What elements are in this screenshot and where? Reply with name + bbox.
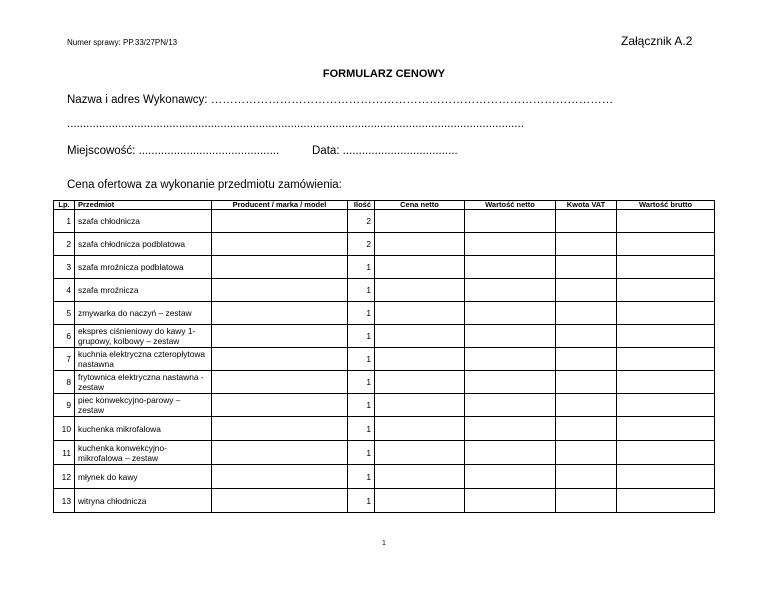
row-item: zmywarka do naczyń – zestaw xyxy=(75,302,212,325)
row-net-price-input[interactable] xyxy=(375,465,465,489)
row-vat-input[interactable] xyxy=(556,325,617,348)
row-producer-input[interactable] xyxy=(212,489,348,513)
row-net-value-input[interactable] xyxy=(465,348,556,371)
row-producer-input[interactable] xyxy=(212,325,348,348)
row-gross-value-input[interactable] xyxy=(617,210,715,233)
row-net-value-input[interactable] xyxy=(465,210,556,233)
row-vat-input[interactable] xyxy=(556,302,617,325)
row-net-price-input[interactable] xyxy=(375,441,465,465)
table-row xyxy=(54,325,715,348)
table-row xyxy=(54,302,715,325)
row-net-value-input[interactable] xyxy=(465,302,556,325)
table-row xyxy=(54,233,715,256)
row-vat-input[interactable] xyxy=(556,465,617,489)
row-lp: 12 xyxy=(54,465,75,489)
row-producer-input[interactable] xyxy=(212,417,348,441)
page-number: 1 xyxy=(382,540,386,547)
row-net-value-input[interactable] xyxy=(465,325,556,348)
row-producer-input[interactable] xyxy=(212,348,348,371)
form-title: FORMULARZ CENOWY xyxy=(322,68,446,80)
row-lp: 8 xyxy=(54,371,75,394)
row-vat-input[interactable] xyxy=(556,279,617,302)
row-lp: 3 xyxy=(54,256,75,279)
offer-intro: Cena ofertowa za wykonanie przedmiotu zamówienia: xyxy=(67,179,342,191)
row-qty: 1 xyxy=(348,348,375,371)
row-item: witryna chłodnicza xyxy=(75,489,212,513)
row-net-price-input[interactable] xyxy=(375,279,465,302)
row-lp: 7 xyxy=(54,348,75,371)
row-item: młynek do kawy xyxy=(75,465,212,489)
row-net-value-input[interactable] xyxy=(465,394,556,417)
row-qty: 1 xyxy=(348,394,375,417)
row-qty: 1 xyxy=(348,371,375,394)
col-header-producer: Producent / marka / model xyxy=(212,201,348,210)
row-gross-value-input[interactable] xyxy=(617,279,715,302)
col-header-lp: Lp. xyxy=(54,201,75,210)
contractor-field-continuation[interactable]: ............................................................................................................................................... xyxy=(67,118,524,130)
row-qty: 1 xyxy=(348,465,375,489)
row-net-value-input[interactable] xyxy=(465,441,556,465)
row-qty: 1 xyxy=(348,441,375,465)
row-net-value-input[interactable] xyxy=(465,465,556,489)
row-producer-input[interactable] xyxy=(212,233,348,256)
row-qty: 1 xyxy=(348,279,375,302)
row-net-price-input[interactable] xyxy=(375,417,465,441)
row-qty: 1 xyxy=(348,256,375,279)
row-item: ekspres ciśnieniowy do kawy 1-grupowy, kolbowy – zestaw xyxy=(75,325,212,348)
row-producer-input[interactable] xyxy=(212,279,348,302)
row-qty: 2 xyxy=(348,233,375,256)
row-vat-input[interactable] xyxy=(556,233,617,256)
row-vat-input[interactable] xyxy=(556,441,617,465)
table-header-row xyxy=(54,201,715,210)
attachment-label: Załącznik A.2 xyxy=(621,34,693,48)
row-item: szafa mroźnicza xyxy=(75,279,212,302)
row-vat-input[interactable] xyxy=(556,417,617,441)
row-vat-input[interactable] xyxy=(556,489,617,513)
row-gross-value-input[interactable] xyxy=(617,233,715,256)
row-net-price-input[interactable] xyxy=(375,394,465,417)
row-gross-value-input[interactable] xyxy=(617,394,715,417)
col-header-net-price: Cena netto xyxy=(375,201,465,210)
case-number: Numer sprawy: PP.33/27PN/13 xyxy=(67,38,178,47)
row-producer-input[interactable] xyxy=(212,441,348,465)
row-gross-value-input[interactable] xyxy=(617,371,715,394)
row-net-value-input[interactable] xyxy=(465,279,556,302)
row-net-value-input[interactable] xyxy=(465,256,556,279)
contractor-field[interactable]: Nazwa i adres Wykonawcy: …………………………………………………………………………………………… xyxy=(67,94,614,106)
col-header-item: Przedmiot xyxy=(75,201,212,210)
row-net-price-input[interactable] xyxy=(375,210,465,233)
table-row xyxy=(54,348,715,371)
row-gross-value-input[interactable] xyxy=(617,417,715,441)
row-item: szafa mroźnicza podblatowa xyxy=(75,256,212,279)
row-lp: 1 xyxy=(54,210,75,233)
row-gross-value-input[interactable] xyxy=(617,256,715,279)
row-lp: 4 xyxy=(54,279,75,302)
row-vat-input[interactable] xyxy=(556,210,617,233)
table-row xyxy=(54,465,715,489)
row-producer-input[interactable] xyxy=(212,394,348,417)
row-item: piec konwekcyjno-parowy – zestaw xyxy=(75,394,212,417)
row-vat-input[interactable] xyxy=(556,394,617,417)
row-producer-input[interactable] xyxy=(212,256,348,279)
row-net-price-input[interactable] xyxy=(375,489,465,513)
row-gross-value-input[interactable] xyxy=(617,348,715,371)
table-row xyxy=(54,441,715,465)
table-row xyxy=(54,256,715,279)
row-lp: 13 xyxy=(54,489,75,513)
table-row xyxy=(54,279,715,302)
row-net-value-input[interactable] xyxy=(465,371,556,394)
col-header-gross-value: Wartość brutto xyxy=(617,201,715,210)
row-gross-value-input[interactable] xyxy=(617,441,715,465)
row-net-price-input[interactable] xyxy=(375,371,465,394)
row-item: frytownica elektryczna nastawna - zestaw xyxy=(75,371,212,394)
location-field[interactable]: Miejscowość: ............................................ xyxy=(67,145,280,157)
row-net-value-input[interactable] xyxy=(465,417,556,441)
row-gross-value-input[interactable] xyxy=(617,325,715,348)
row-gross-value-input[interactable] xyxy=(617,302,715,325)
row-qty: 1 xyxy=(348,489,375,513)
row-qty: 1 xyxy=(348,325,375,348)
row-item: szafa chłodnicza podblatowa xyxy=(75,233,212,256)
row-qty: 2 xyxy=(348,210,375,233)
row-vat-input[interactable] xyxy=(556,371,617,394)
col-header-vat: Kwota VAT xyxy=(556,201,617,210)
row-item: kuchenka konwekcyjno-mikrofalowa – zestaw xyxy=(75,441,212,465)
row-lp: 2 xyxy=(54,233,75,256)
table-row xyxy=(54,417,715,441)
row-lp: 11 xyxy=(54,441,75,465)
table-row xyxy=(54,489,715,513)
row-item: kuchenka mikrofalowa xyxy=(75,417,212,441)
row-producer-input[interactable] xyxy=(212,371,348,394)
table-row xyxy=(54,371,715,394)
date-field[interactable]: Data: .................................... xyxy=(312,145,458,157)
row-net-price-input[interactable] xyxy=(375,233,465,256)
row-net-value-input[interactable] xyxy=(465,489,556,513)
row-net-price-input[interactable] xyxy=(375,256,465,279)
row-net-price-input[interactable] xyxy=(375,348,465,371)
row-gross-value-input[interactable] xyxy=(617,489,715,513)
row-item: kuchnia elektryczna czteropłytowa nastawna xyxy=(75,348,212,371)
col-header-qty: Ilość xyxy=(348,201,375,210)
row-qty: 1 xyxy=(348,417,375,441)
row-producer-input[interactable] xyxy=(212,465,348,489)
row-net-price-input[interactable] xyxy=(375,302,465,325)
row-producer-input[interactable] xyxy=(212,302,348,325)
row-qty: 1 xyxy=(348,302,375,325)
table-row xyxy=(54,210,715,233)
row-net-value-input[interactable] xyxy=(465,233,556,256)
table-row xyxy=(54,394,715,417)
col-header-net-value: Wartość netto xyxy=(465,201,556,210)
row-vat-input[interactable] xyxy=(556,256,617,279)
row-lp: 10 xyxy=(54,417,75,441)
row-gross-value-input[interactable] xyxy=(617,465,715,489)
row-item: szafa chłodnicza xyxy=(75,210,212,233)
row-lp: 5 xyxy=(54,302,75,325)
row-vat-input[interactable] xyxy=(556,348,617,371)
row-net-price-input[interactable] xyxy=(375,325,465,348)
row-lp: 6 xyxy=(54,325,75,348)
row-lp: 9 xyxy=(54,394,75,417)
row-producer-input[interactable] xyxy=(212,210,348,233)
price-table xyxy=(53,200,715,513)
